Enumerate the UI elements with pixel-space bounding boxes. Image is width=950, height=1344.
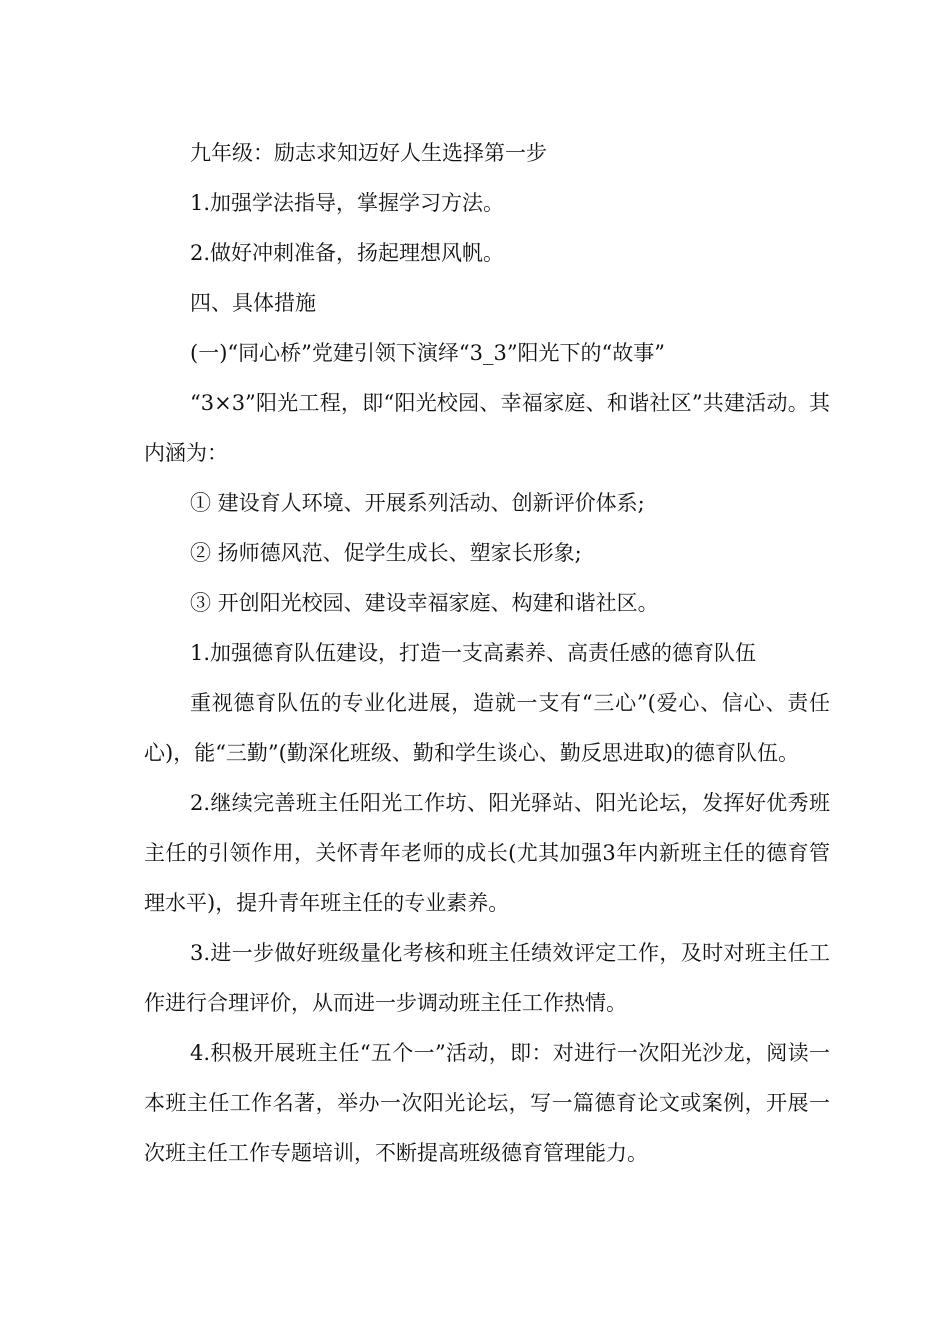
paragraph-five-ones: 4.积极开展班主任“五个一”活动，即：对进行一次阳光沙龙，阅读一本班主任工作名著，举办一次阳光论坛，写一篇德育论文或案例，开展一次班主任工作专题培训，不断提高班级德育管理能力。 (144, 1041, 830, 1165)
list-item-2: ② 扬师德风范、促学生成长、塑家长形象; (190, 541, 582, 565)
section-heading-measures: 四、具体措施 (190, 291, 316, 315)
list-item-3: ③ 开创阳光校园、建设幸福家庭、构建和谐社区。 (190, 591, 659, 615)
paragraph-study-method: 1.加强学法指导，掌握学习方法。 (190, 191, 505, 215)
paragraph-assessment: 3.进一步做好班级量化考核和班主任绩效评定工作，及时对班主任工作进行合理评价，从而进一步调动班主任工作热情。 (144, 941, 830, 1015)
grade-nine-heading: 九年级：励志求知迈好人生选择第一步 (190, 141, 547, 165)
paragraph-sunshine-project: “3×3”阳光工程，即“阳光校园、幸福家庭、和谐社区”共建活动。其内涵为： (144, 391, 830, 465)
paragraph-workshop: 2.继续完善班主任阳光工作坊、阳光驿站、阳光论坛，发挥好优秀班主任的引领作用，关怀青年老师的成长(尤其加强3年内新班主任的德育管理水平)，提升青年班主任的专业素养。 (144, 791, 830, 915)
list-item-1: ① 建设育人环境、开展系列活动、创新评价体系; (190, 491, 645, 515)
paragraph-team-building: 1.加强德育队伍建设，打造一支高素养、高责任感的德育队伍 (190, 641, 757, 665)
paragraph-professional-team: 重视德育队伍的专业化进展，造就一支有“三心”(爱心、信心、责任心)，能“三勤”(勤深化班级、勤和学生谈心、勤反思进取)的德育队伍。 (144, 691, 830, 765)
paragraph-sprint-preparation: 2.做好冲刺准备，扬起理想风帆。 (190, 241, 505, 265)
subsection-heading-bridge: (一)“同心桥”党建引领下演绎“3_3”阳光下的“故事” (190, 341, 666, 365)
